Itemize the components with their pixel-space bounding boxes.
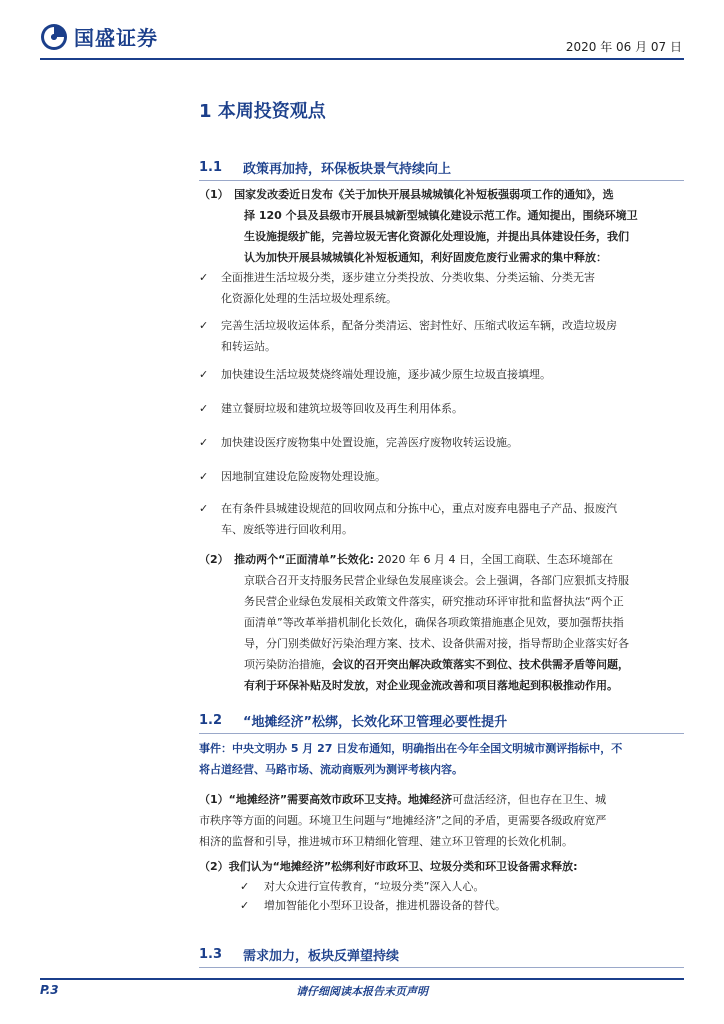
paragraph-line-bold: 有利于环保补贴及时发放，对企业现金流改善和项目落地起到积极推动作用。 xyxy=(244,679,618,692)
list-item xyxy=(199,432,684,453)
report-date: 2020 年 06 月 07 日 xyxy=(565,40,682,54)
page-number: P.3 xyxy=(40,983,59,997)
list-item xyxy=(199,267,684,309)
paragraph-lead: （2） 推动两个“正面清单”长效化: xyxy=(199,553,375,566)
list-item xyxy=(240,896,684,916)
analysis-paragraph-2: （2）我们认为“地摊经济”松绑利好市政环卫、垃圾分类和环卫设备需求释放: xyxy=(199,860,578,873)
list-item-text: 化资源化处理的生活垃圾处理系统。 xyxy=(221,292,397,305)
list-item-text: 建立餐厨垃圾和建筑垃圾等回收及再生利用体系。 xyxy=(221,402,463,415)
list-item-text: 对大众进行宣传教育，“垃圾分类”深入人心。 xyxy=(264,880,485,893)
policy-paragraph-1 xyxy=(199,184,684,268)
checkmark-icon: ✓ xyxy=(199,470,209,483)
footer-divider xyxy=(40,978,684,980)
event-paragraph xyxy=(199,738,684,780)
list-item-text: 完善生活垃圾收运体系，配备分类清运、密封性好、压缩式收运车辆，改造垃圾房 xyxy=(221,319,617,332)
subsection-number: 1.1 xyxy=(199,160,223,175)
subsection-heading-1-3 xyxy=(199,945,399,964)
list-item-text: 加快建设医疗废物集中处置设施，完善医疗废物收转运设施。 xyxy=(221,436,518,449)
company-logo xyxy=(40,22,158,51)
paragraph-line: 市秩序等方面的问题。环境卫生问题与“地摊经济”之间的矛盾，更需要各级政府宽严 xyxy=(199,814,607,827)
list-item xyxy=(199,364,684,385)
paragraph-line: 将占道经营、马路市场、流动商贩列为测评考核内容。 xyxy=(199,763,463,776)
checkmark-icon: ✓ xyxy=(240,899,250,912)
paragraph-line: 京联合召开支持服务民营企业绿色发展座谈会。会上强调，各部门应狠抓支持服 xyxy=(244,574,629,587)
subsection-heading-1-2 xyxy=(199,711,507,730)
paragraph-line: 面清单”等改革举措机制化长效化，确保各项政策措施惠企见效，要加强帮扶指 xyxy=(244,616,624,629)
subsection-heading-1-1 xyxy=(199,158,451,177)
list-item xyxy=(199,466,684,487)
list-item-text: 和转运站。 xyxy=(221,340,276,353)
subsection-title: 政策再加持，环保板块景气持续向上 xyxy=(243,162,452,177)
paragraph-keyword: 地摊经济 xyxy=(408,793,453,806)
subsection-number: 1.2 xyxy=(199,713,223,728)
paragraph-line: 项污染防治措施， xyxy=(244,658,332,671)
list-item-text: 因地制宜建设危险废物处理设施。 xyxy=(221,470,386,483)
paragraph-line: 2020 年 6 月 4 日，全国工商联、生态环境部在 xyxy=(377,553,613,566)
checkmark-icon: ✓ xyxy=(199,502,209,515)
subsection-title: “地摊经济”松绑，长效化环卫管理必要性提升 xyxy=(243,715,508,730)
paragraph-line: 导，分门别类做好污染治理方案、技术、设备供需对接，指导帮助企业落实好各 xyxy=(244,637,629,650)
paragraph-line: 务民营企业绿色发展相关政策文件落实，研究推动环评审批和监督执法“两个正 xyxy=(244,595,624,608)
list-item xyxy=(199,498,684,540)
footer-disclaimer: 请仔细阅读本报告末页声明 xyxy=(296,985,428,998)
checkmark-icon: ✓ xyxy=(199,271,209,284)
paragraph-line: 认为加快开展县城城镇化补短板通知，利好固废危废行业需求的集中释放： xyxy=(244,251,607,264)
paragraph-line: 可盘活经济，但也存在卫生、城 xyxy=(452,793,607,806)
page-header xyxy=(0,0,724,60)
checkmark-icon: ✓ xyxy=(240,880,250,893)
paragraph-line-bold: 会议的召开突出解决政策落实不到位、技术供需矛盾等问题， xyxy=(332,658,629,671)
checkmark-icon: ✓ xyxy=(199,319,209,332)
header-divider xyxy=(40,58,684,60)
list-item-text: 增加智能化小型环卫设备，推进机器设备的替代。 xyxy=(264,899,506,912)
paragraph-line: 生设施提级扩能，完善垃圾无害化资源化处理设施，并提出具体建设任务，我们 xyxy=(244,230,629,243)
subsection-divider xyxy=(199,967,684,968)
paragraph-line: 事件：中央文明办 5 月 27 日发布通知，明确指出在今年全国文明城市测评指标中，不 xyxy=(199,742,623,755)
paragraph-lead: （1）“地摊经济”需要高效市政环卫支持。 xyxy=(199,793,409,806)
list-item-text: 车、废纸等进行回收利用。 xyxy=(221,523,353,536)
section-title: 1 本周投资观点 xyxy=(199,101,326,122)
analysis-paragraph-1 xyxy=(199,789,684,852)
list-item xyxy=(240,877,684,897)
subsection-divider xyxy=(199,180,684,181)
logo-text: 国盛证券 xyxy=(74,26,158,50)
list-item-text: 加快建设生活垃圾焚烧终端处理设施，逐步减少原生垃圾直接填埋。 xyxy=(221,368,551,381)
list-item-text: 全面推进生活垃圾分类，逐步建立分类投放、分类收集、分类运输、分类无害 xyxy=(221,271,595,284)
paragraph-line: 相济的监督和引导，推进城市环卫精细化管理、建立环卫管理的长效化机制。 xyxy=(199,835,573,848)
logo-mark-icon xyxy=(40,23,68,51)
paragraph-line: 择 120 个县及县级市开展县城新型城镇化建设示范工作。通知提出，围绕环境卫 xyxy=(244,209,638,222)
paragraph-line: （1） 国家发改委近日发布《关于加快开展县城城镇化补短板强弱项工作的通知》，选 xyxy=(199,188,614,201)
subsection-divider xyxy=(199,733,684,734)
list-item-text: 在有条件县城建设规范的回收网点和分拣中心，重点对废弃电器电子产品、报废汽 xyxy=(221,502,617,515)
subsection-number: 1.3 xyxy=(199,947,223,962)
list-item xyxy=(199,315,684,357)
list-item xyxy=(199,398,684,419)
policy-paragraph-2 xyxy=(199,549,684,696)
checkmark-icon: ✓ xyxy=(199,436,209,449)
checkmark-icon: ✓ xyxy=(199,402,209,415)
subsection-title: 需求加力，板块反弹望持续 xyxy=(243,949,400,964)
checkmark-icon: ✓ xyxy=(199,368,209,381)
